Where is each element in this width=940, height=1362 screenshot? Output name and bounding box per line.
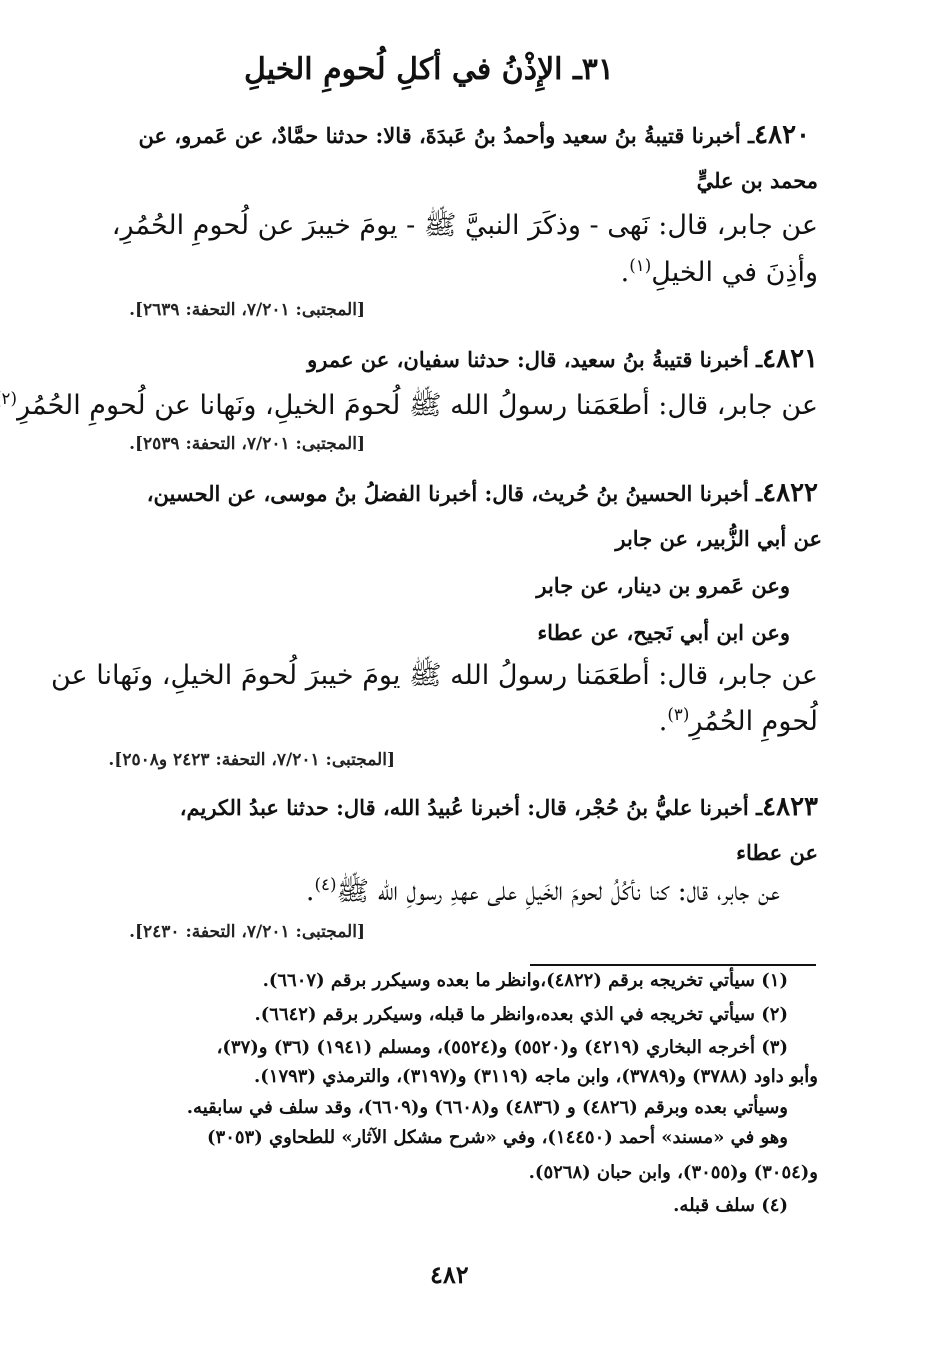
- footnote-line: وأبو داود (٣٧٨٨) و(٣٧٨٩)، وابن ماجه (٣١١٩) و(٣١٩٧)، والترمذي (١٧٩٣).: [254, 1066, 818, 1087]
- hadith-isnad-line: [147, 478, 818, 509]
- matn-text: لُحومِ الحُمُرِ: [689, 706, 818, 737]
- matn-text: عن جابر، قال: أطعَمَنا رسولُ الله ﷺ لُحومَ الخيلِ، ونَهانا عن لُحومِ الحُمُرِ: [17, 390, 818, 421]
- footnote-line: (١) سيأتي تخريجه برقم (٤٨٢٢)،وانظر ما بعده وسيكرر برقم (٦٦٠٧).: [262, 970, 788, 991]
- hadith-reference: [المجتبى: ٧/٢٠١، التحفة: ٢٥٣٩].: [129, 434, 365, 454]
- hadith-reference: [المجتبى: ٧/٢٠١، التحفة: ٢٤٢٣ و٢٥٠٨].: [108, 750, 395, 770]
- footnote-marker: (١): [629, 255, 652, 275]
- footnote-line: و(٣٠٥٤) و(٣٠٥٥)، وابن حبان (٥٢٦٨).: [528, 1162, 818, 1183]
- hadith-matn-line: [0, 390, 818, 422]
- hadith-matn-line: عن جابر، قال: كنا نأكُلُ لحومَ الخَيلِ على عهدِ رسولِ الله ﷺ$^{(٤)}$.: [305, 874, 780, 907]
- hadith-isnad-line: [139, 120, 811, 151]
- footnote-marker: (٣): [667, 704, 690, 724]
- footnote-divider: [530, 964, 816, 966]
- isnad-text: ـ أخبرنا عليُّ بنُ حُجْر، قال: أخبرنا عُبيدُ الله، قال: حدثنا عبدُ الكريم،: [179, 795, 763, 820]
- hadith-matn-line: لُحومِ الحُمُرِ$^{(٣)}$.: [658, 704, 818, 737]
- hadith-isnad-line: [307, 344, 818, 375]
- hadith-isnad-line: عن عطاء: [736, 840, 818, 865]
- hadith-isnad-line: محمد بن عليٍّ: [696, 168, 818, 193]
- footnote-marker: (٤): [314, 874, 337, 894]
- footnote-line: وهو في «مسند» أحمد (١٤٤٥٠)، وفي «شرح مشكل الآثار» للطحاوي (٣٠٥٣): [207, 1127, 788, 1148]
- hadith-number: ٤٨٢٣: [762, 792, 818, 822]
- hadith-isnad-line: وعن عَمرو بن دينار، عن جابر: [536, 573, 790, 598]
- hadith-number: ٤٨٢٢: [762, 478, 818, 508]
- hadith-matn-line: وأذِنَ في الخيلِ$^{(١)}$.: [620, 255, 818, 288]
- footnote-line: وسيأتي بعده وبرقم (٤٨٢٦) و (٤٨٣٦) و(٦٦٠٨) و(٦٦٠٩)، وقد سلف في سابقيه.: [186, 1097, 788, 1118]
- hadith-matn-line: عن جابر، قال: نَهى - وذكَرَ النبيَّ ﷺ - يومَ خيبرَ عن لُحومِ الحُمُرِ،: [111, 210, 818, 241]
- footnote-marker: (٢: [1, 388, 18, 408]
- footnote-line: (٢) سيأتي تخريجه في الذي بعده،وانظر ما قبله، وسيكرر برقم (٦٦٤٢).: [254, 1004, 788, 1025]
- hadith-matn-line: عن جابر، قال: أطعَمَنا رسولُ الله ﷺ يومَ خيبرَ لُحومَ الخيلِ، ونَهانا عن: [50, 660, 818, 691]
- hadith-number: ٤٨٢٠: [754, 120, 810, 150]
- isnad-text: ـ أخبرنا قتيبةُ بنُ سعيد وأحمدُ بنُ عَبدَةَ، قالا: حدثنا حمَّادٌ، عن عَمرو، عن: [138, 123, 755, 148]
- matn-text: عن جابر، قال: كنا نأكُلُ لحومَ الخَيلِ على عهدِ رسولِ الله ﷺ: [336, 876, 780, 907]
- isnad-text: ـ أخبرنا الحسينُ بنُ حُريث، قال: أخبرنا الفضلُ بنُ موسى، عن الحسين،: [146, 481, 763, 506]
- hadith-reference: [المجتبى: ٧/٢٠١، التحفة: ٢٤٣٠].: [129, 922, 365, 942]
- hadith-isnad-line: وعن ابن أبي نَجيح، عن عطاء: [537, 620, 790, 645]
- hadith-isnad-line: عن أبي الزُّبير، عن جابر: [615, 526, 822, 551]
- page-number: ٤٨٢: [430, 1260, 469, 1289]
- footnote-line: (٣) أخرجه البخاري (٤٢١٩) و(٥٥٢٠) و(٥٥٢٤)، ومسلم (١٩٤١) (٣٦) و(٣٧)،: [216, 1037, 788, 1058]
- footnote-line: (٤) سلف قبله.: [673, 1195, 788, 1216]
- isnad-text: ـ أخبرنا قتيبةُ بنُ سعيد، قال: حدثنا سفيان، عن عمرو: [307, 347, 763, 372]
- hadith-isnad-line: [180, 792, 818, 823]
- hadith-reference: [المجتبى: ٧/٢٠١، التحفة: ٢٦٣٩].: [129, 300, 365, 320]
- chapter-title: ٣١ـ الإِذْنُ في أكلِ لُحومِ الخيلِ: [244, 52, 614, 87]
- matn-text: وأذِنَ في الخيلِ: [651, 257, 818, 288]
- hadith-number: ٤٨٢١: [762, 344, 818, 374]
